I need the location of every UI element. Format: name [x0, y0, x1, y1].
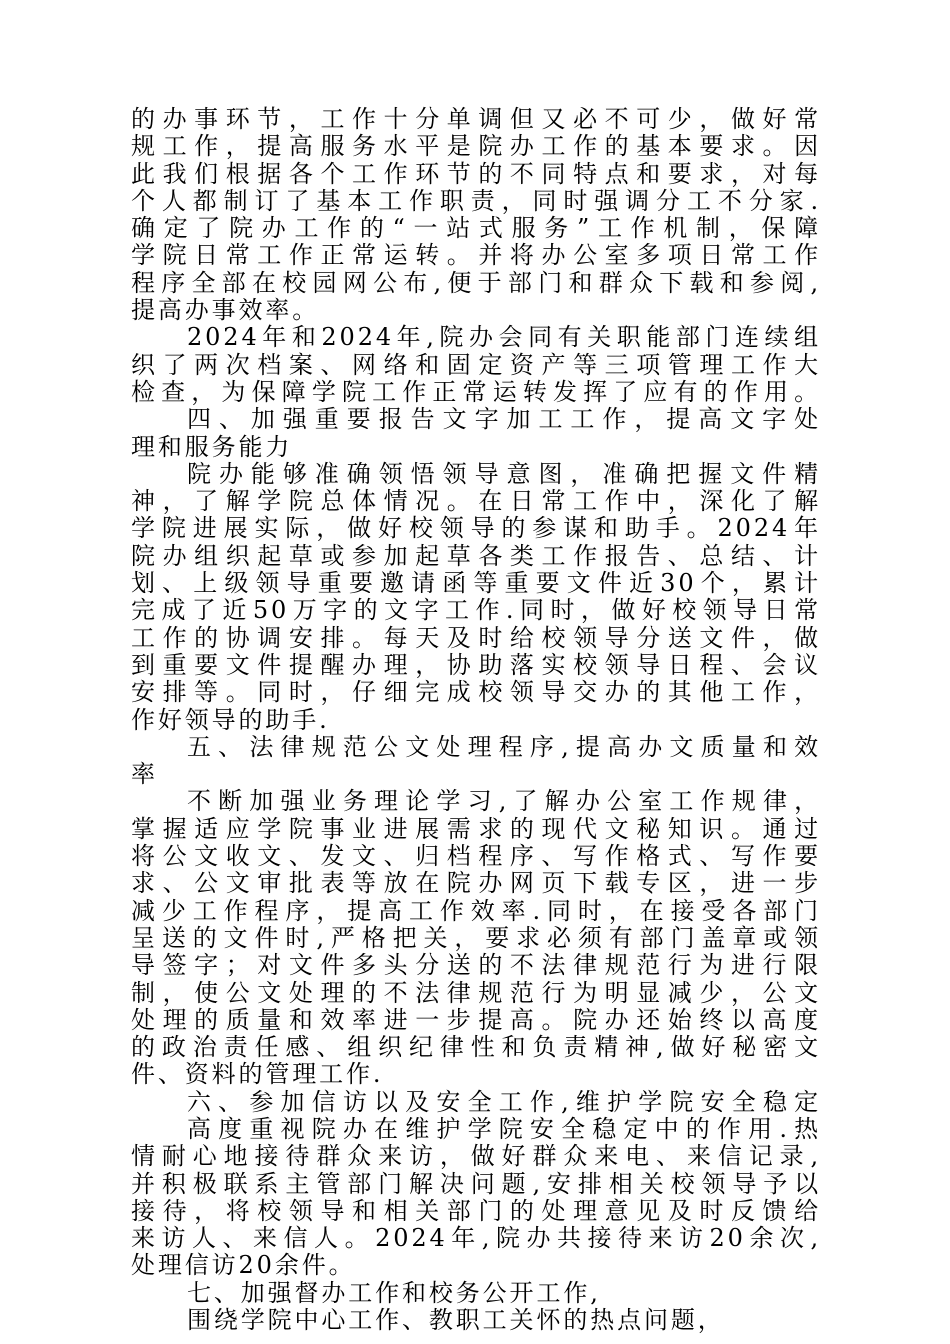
text-line: 确定了院办工作的“一站式服务”工作机制，保障 [131, 215, 821, 243]
text-line: 此我们根据各个工作环节的不同特点和要求，对每 [131, 160, 821, 188]
text-line: 工作的协调安排。每天及时给校领导分送文件，做 [131, 624, 821, 652]
text-line: 五、法律规范公文处理程序,提高办文质量和效 [187, 733, 821, 761]
text-line: 学院日常工作正常运转。并将办公室多项日常工作 [131, 242, 821, 270]
text-line: 求、公文审批表等放在院办网页下载专区，进一步 [131, 870, 821, 898]
text-line: 作好领导的助手. [131, 706, 330, 734]
text-line: 理和服务能力 [131, 433, 293, 461]
text-line: 四、加强重要报告文字加工工作，提高文字处 [187, 406, 821, 434]
text-line: 提高办事效率。 [131, 297, 320, 325]
text-line: 并积极联系主管部门解决问题,安排相关校领导予以 [131, 1170, 821, 1198]
text-line: 院办能够准确领悟领导意图，准确把握文件精 [187, 460, 821, 488]
text-line: 的办事环节，工作十分单调但又必不可少，做好常 [131, 106, 821, 133]
text-line: 高度重视院办在维护学院安全稳定中的作用.热 [187, 1115, 821, 1143]
text-line: 院办组织起草或参加起草各类工作报告、总结、计 [131, 542, 821, 570]
text-line: 处理信访20余件。 [131, 1252, 356, 1280]
text-line: 减少工作程序，提高工作效率.同时，在接受各部门 [131, 897, 821, 925]
text-line: 来访人、来信人。2024年,院办共接待来访20余次, [131, 1225, 821, 1253]
text-line: 率 [131, 761, 158, 789]
text-line: 接待，将校领导和相关部门的处理意见及时反馈给 [131, 1197, 821, 1225]
text-line: 织了两次档案、网络和固定资产等三项管理工作大 [131, 351, 821, 379]
text-line: 安排等。同时，仔细完成校领导交办的其他工作， [131, 679, 821, 707]
text-line: 掌握适应学院事业进展需求的现代文秘知识。通过 [131, 815, 821, 843]
text-line: 划、上级领导重要邀请函等重要文件近30个，累计 [131, 570, 821, 598]
text-line: 将公文收文、发文、归档程序、写作格式、写作要 [131, 843, 821, 871]
text-line: 程序全部在校园网公布,便于部门和群众下载和参阅, [131, 269, 821, 297]
text-line: 围绕学院中心工作、教职工关怀的热点问题， [187, 1307, 725, 1335]
text-line: 规工作，提高服务水平是院办工作的基本要求。因 [131, 133, 821, 161]
text-line: 学院进展实际，做好校领导的参谋和助手。2024年 [131, 515, 821, 543]
document-body [131, 106, 821, 1334]
text-line: 不断加强业务理论学习,了解办公室工作规律， [187, 788, 821, 816]
text-line: 情耐心地接待群众来访，做好群众来电、来信记录, [131, 1143, 821, 1171]
text-line: 完成了近50万字的文字工作.同时，做好校领导日常 [131, 597, 821, 625]
text-line: 神，了解学院总体情况。在日常工作中，深化了解 [131, 488, 821, 516]
text-line: 六、参加信访以及安全工作,维护学院安全稳定 [187, 1088, 821, 1116]
text-line: 七、加强督办工作和校务公开工作, [187, 1279, 601, 1307]
text-line: 2024年和2024年,院办会同有关职能部门连续组 [187, 324, 821, 352]
text-line: 处理的质量和效率进一步提高。院办还始终以高度 [131, 1006, 821, 1034]
text-line: 个人都制订了基本工作职责，同时强调分工不分家. [131, 187, 821, 215]
text-line: 导签字；对文件多头分送的不法律规范行为进行限 [131, 952, 821, 980]
text-line: 的政治责任感、组织纪律性和负责精神,做好秘密文 [131, 1034, 821, 1062]
text-line: 到重要文件提醒办理，协助落实校领导日程、会议 [131, 651, 821, 679]
text-line: 检查，为保障学院工作正常运转发挥了应有的作用。 [131, 378, 821, 406]
text-line: 件、资料的管理工作. [131, 1061, 384, 1089]
text-line: 呈送的文件时,严格把关，要求必须有部门盖章或领 [131, 924, 821, 952]
text-line: 制，使公文处理的不法律规范行为明显减少，公文 [131, 979, 821, 1007]
